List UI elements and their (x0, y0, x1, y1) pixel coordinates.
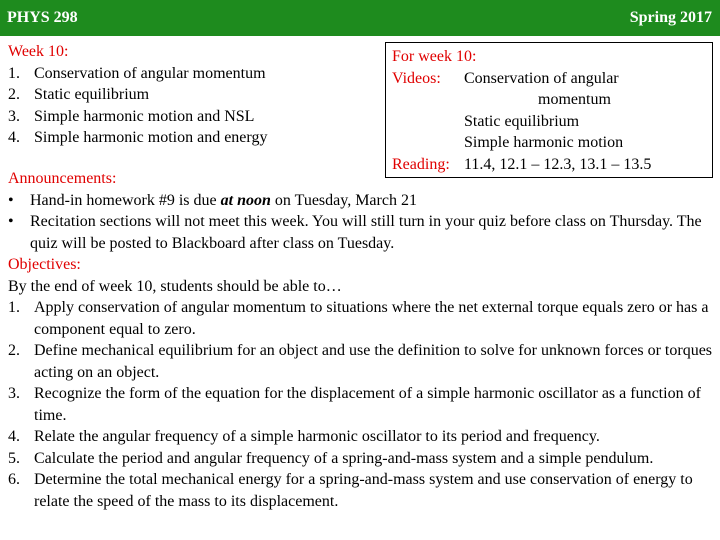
item-number: 5. (8, 449, 20, 467)
item-text: Recognize the form of the equation for the displacement of a simple harmonic oscillator as a function of time. (34, 385, 701, 424)
item-text: Conservation of angular momentum (34, 64, 266, 82)
item-number: 2. (8, 86, 20, 103)
list-item (8, 84, 378, 106)
list-item (8, 106, 378, 128)
announcements-title: Announcements: (8, 170, 117, 187)
list-item (8, 127, 378, 149)
item-text: Relate the angular frequency of a simple harmonic oscillator to its period and frequency. (34, 428, 600, 445)
objective-list (8, 297, 714, 512)
announcement-emphasis: at noon (220, 191, 271, 209)
item-number: 1. (8, 299, 20, 316)
item-text: Calculate the period and angular frequency of a spring-and-mass system and a simple pendulum. (34, 449, 654, 467)
video-item: Static equilibrium (464, 112, 580, 130)
week-topics (8, 41, 378, 149)
videos-label: Videos: (392, 69, 441, 87)
bullet-icon: • (8, 213, 14, 230)
item-text: Simple harmonic motion and NSL (34, 107, 255, 125)
list-item (8, 63, 378, 85)
list-item (8, 340, 714, 383)
announcement-item (8, 211, 714, 254)
course-title: PHYS 298 (7, 9, 78, 26)
item-text: Static equilibrium (34, 86, 150, 103)
item-number: 3. (8, 385, 20, 402)
item-text: Simple harmonic motion and energy (34, 129, 268, 146)
item-text: Define mechanical equilibrium for an object and use the definition to solve for unknown forces or torques acting on an object. (34, 342, 713, 381)
objectives-intro: By the end of week 10, students should be able to… (8, 277, 342, 295)
list-item (8, 426, 714, 448)
item-number: 1. (8, 64, 20, 82)
announcement-text: Hand-in homework #9 is due (30, 191, 221, 209)
item-number: 6. (8, 471, 20, 488)
announcement-list (8, 190, 714, 255)
main-content (8, 168, 714, 512)
item-number: 2. (8, 342, 20, 359)
video-item-continued: momentum (538, 91, 611, 108)
assignment-box (385, 42, 713, 178)
item-number: 4. (8, 428, 20, 445)
week-topic-list (8, 63, 378, 149)
week-title: Week 10: (8, 43, 69, 60)
list-item (8, 469, 714, 512)
video-item: Simple harmonic motion (464, 134, 624, 151)
term-label: Spring 2017 (629, 9, 712, 26)
announcement-item (8, 190, 714, 212)
list-item (8, 383, 714, 426)
list-item (8, 297, 714, 340)
item-number: 3. (8, 107, 20, 125)
list-item (8, 448, 714, 470)
item-text: Determine the total mechanical energy for a spring-and-mass system and use conservation of energy to relate the speed of the mass to its displacement. (34, 471, 693, 510)
announcement-text: on Tuesday, March 21 (270, 191, 417, 209)
announcement-text: Recitation sections will not meet this week. You will still turn in your quiz before class on Thursday. The quiz will be posted to Blackboard after class on Tuesday. (30, 213, 702, 252)
slide-header (0, 0, 720, 36)
reading-value: 11.4, 12.1 – 12.3, 13.1 – 13.5 (464, 155, 652, 173)
item-text: Apply conservation of angular momentum to situations where the net external torque equals zero or has a component equal to zero. (34, 299, 709, 338)
box-title: For week 10: (392, 48, 477, 65)
reading-label: Reading: (392, 155, 450, 173)
item-number: 4. (8, 129, 20, 146)
video-item: Conservation of angular (464, 69, 619, 87)
objectives-title: Objectives: (8, 256, 81, 273)
bullet-icon: • (8, 191, 14, 209)
